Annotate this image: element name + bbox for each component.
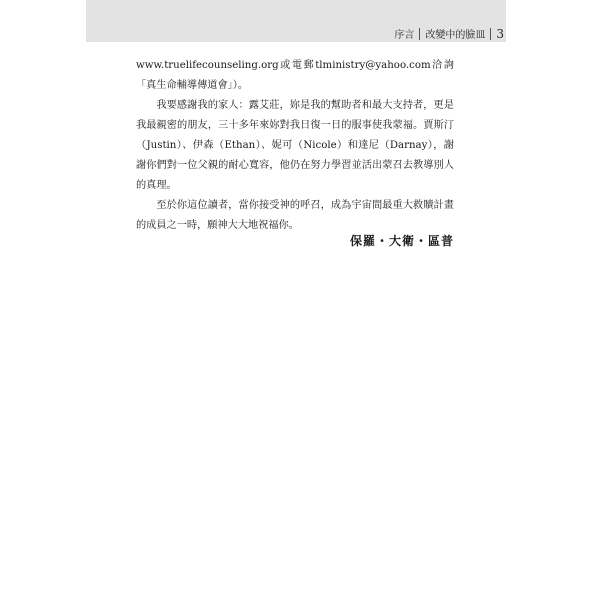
paragraph: 我要感謝我的家人：露艾莊，妳是我的幫助者和最大支持者，更是我最親密的朋友，三十多年來妳對我日復一日的服事使我蒙福。賈斯汀（Justin）、伊森（Ethan）、妮可（Nicole）和達尼（Darnay），謝謝你們對一位父親的耐心寬容，他仍在努力學習並活出蒙召去教導別人的真理。 xyxy=(136,100,454,191)
body-text xyxy=(136,56,454,236)
paragraph: 至於你這位讀者，當你接受神的呼召，成為宇宙間最重大救贖計畫的成員之一時，願神大大地祝福你。 xyxy=(136,200,454,231)
section-title: 序言 xyxy=(394,30,415,41)
header-divider xyxy=(419,28,420,40)
author-signature: 保羅・大衛・區普 xyxy=(349,234,454,248)
running-head xyxy=(394,26,504,41)
page-number: 3 xyxy=(496,26,504,41)
paragraph: www.truelifecounseling.org或電郵tlministry@yahoo.com洽詢「真生命輔導傳道會」）。 xyxy=(136,60,454,91)
chapter-title: 改變中的臉皿 xyxy=(425,30,486,41)
header-divider xyxy=(490,28,491,40)
